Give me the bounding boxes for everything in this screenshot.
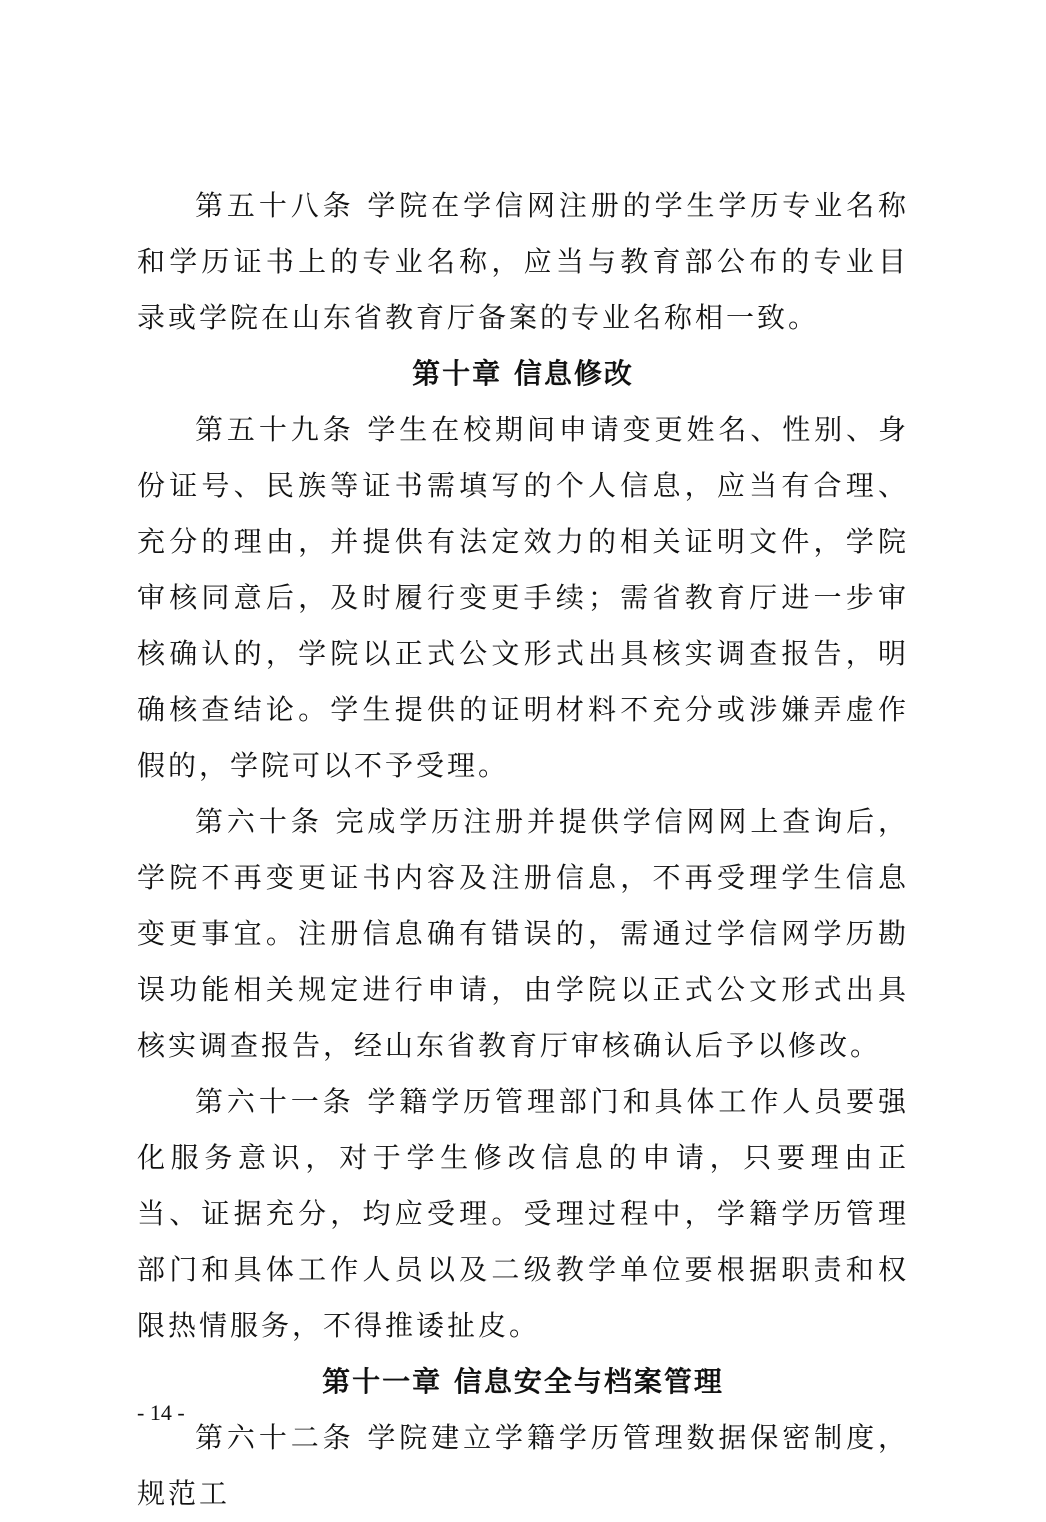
article-59-paragraph: 第五十九条 学生在校期间申请变更姓名、性别、身份证号、民族等证书需填写的个人信息，应当有合理、充分的理由，并提供有法定效力的相关证明文件，学院审核同意后，及时履行变更手续；需省教育厅进一步审核确认的，学院以正式公文形式出具核实调查报告，明确核查结论。学生提供的证明材料不充分或涉嫌弄虚作假的，学院可以不予受理。 xyxy=(137,413,909,782)
article-58-paragraph: 第五十八条 学院在学信网注册的学生学历专业名称和学历证书上的专业名称，应当与教育部公布的专业目录或学院在山东省教育厅备案的专业名称相一致。 xyxy=(137,189,909,334)
chapter-10-heading: 第十章 信息修改 xyxy=(412,357,634,390)
article-62-paragraph: 第六十二条 学院建立学籍学历管理数据保密制度，规范工 xyxy=(137,1421,909,1510)
chapter-11-heading: 第十一章 信息安全与档案管理 xyxy=(322,1365,724,1398)
article-58-block xyxy=(137,178,909,1522)
page-number: - 14 - xyxy=(137,1400,185,1425)
article-61-paragraph: 第六十一条 学籍学历管理部门和具体工作人员要强化服务意识，对于学生修改信息的申请，只要理由正当、证据充分，均应受理。受理过程中，学籍学历管理部门和具体工作人员以及二级教学单位要根据职责和权限热情服务，不得推诿扯皮。 xyxy=(137,1085,909,1342)
article-60-paragraph: 第六十条 完成学历注册并提供学信网网上查询后，学院不再变更证书内容及注册信息，不再受理学生信息变更事宜。注册信息确有错误的，需通过学信网学历勘误功能相关规定进行申请，由学院以正式公文形式出具核实调查报告，经山东省教育厅审核确认后予以修改。 xyxy=(137,805,909,1062)
